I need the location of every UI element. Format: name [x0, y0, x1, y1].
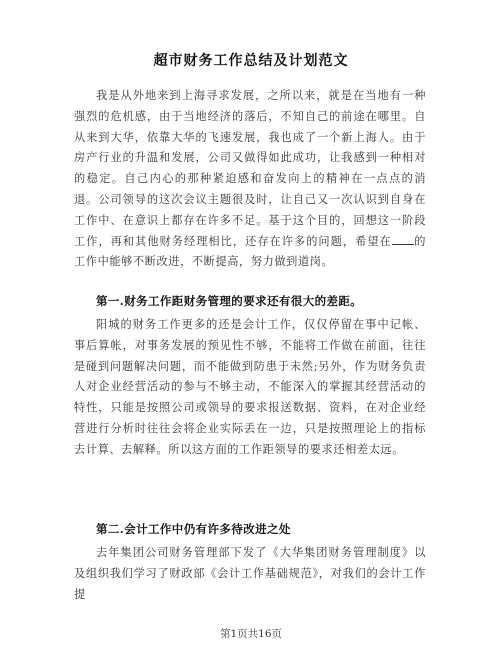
- intro-text-before-blank: 我是从外地来到上海寻求发展，之所以来，就是在当地有一种强烈的危机感，由于当地经济的落后，不知自己的前途在哪里。自从来到大华，依靠大华的飞速发展，我也成了一个新上海人。由于房产行业的升温和发展，公司又做得如此成功，让我感到一种相对的稳定。自己内心的那种紧迫感和奋发向上的精神在一点点的消退。公司领导的这次会议主题很及时，让自己又一次认识到自身在工作中、在意识上都存在许多不足。基于这个目的，回想这一阶段工作，再和其他财务经理相比，还存在许多的问题，希望在: [74, 89, 426, 248]
- body-paragraph-3: 去年集团公司财务管理部下发了《大华集团财务管理制度》以及组织我们学习了财政部《会计工作基础规范》，对我们的会计工作提: [74, 546, 426, 601]
- page-number-footer: 第1页共16页: [219, 628, 283, 640]
- document-title: 超市财务工作总结及计划范文: [153, 53, 349, 69]
- section-heading-1: 第一.财务工作距财务管理的要求还有很大的差距。: [96, 294, 363, 308]
- section-heading-2: 第二.会计工作中仍有许多待改进之处: [96, 522, 291, 536]
- intro-text-after-blank: 的工作中能够不断改进，不断提高，努力做到道岗。: [74, 234, 426, 269]
- fill-in-blank-line: [392, 234, 414, 245]
- body-paragraph-2: 阳城的财务工作更多的还是会计工作，仅仅停留在事中记帐、事后算帐，对事务发展的预见性不够，不能将工作做在前面，往往是碰到问题解决问题，而不能做到防患于未然;另外，作为财务负责人对企业经营活动的参与不够主动，不能深入的掌握其经营活动的特性，只能是按照公司或领导的要求报送数据、资料，在对企业经营进行分析时往往会将企业实际丢在一边，只是按照理论上的指标去计算、去解释。所以这方面的工作距领导的要求还相差太远。: [74, 318, 426, 456]
- intro-paragraph: [74, 86, 426, 273]
